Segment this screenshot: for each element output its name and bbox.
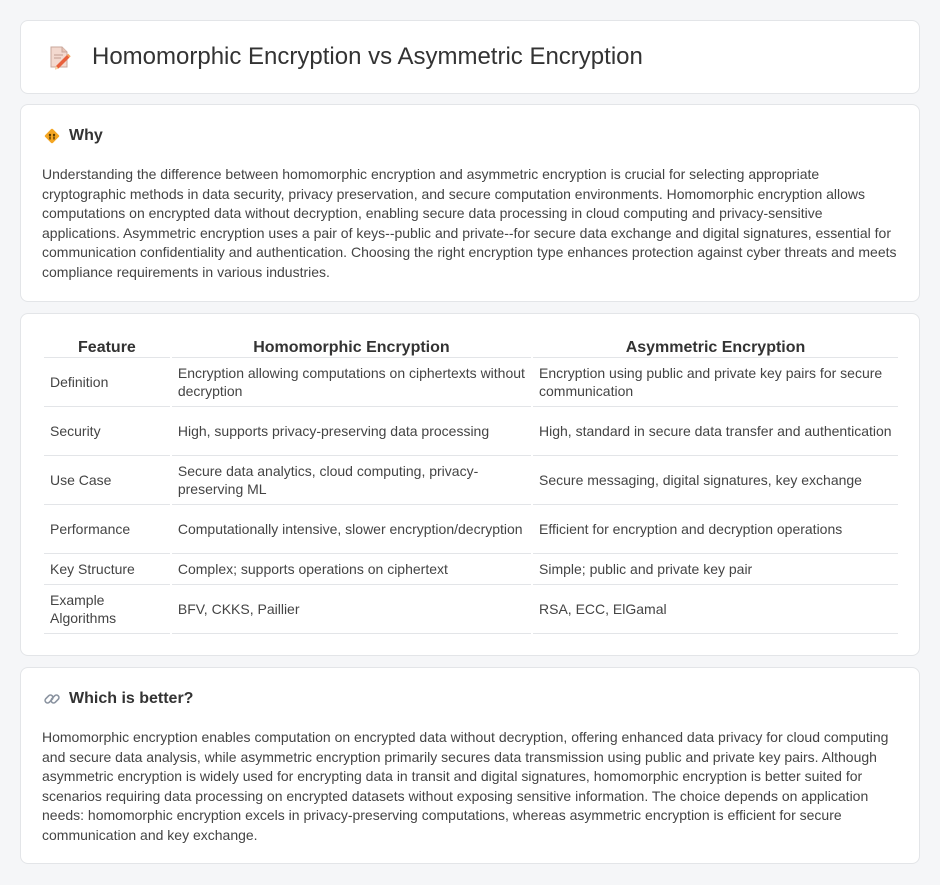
table-header-row — [44, 334, 898, 358]
row-homomorphic: Computationally intensive, slower encryption/decryption — [172, 505, 531, 554]
row-asymmetric: RSA, ECC, ElGamal — [533, 585, 898, 634]
header-asymmetric: Asymmetric Encryption — [533, 334, 898, 358]
row-feature: Performance — [44, 505, 170, 554]
why-title: Why — [69, 127, 103, 144]
row-homomorphic: High, supports privacy-preserving data processing — [172, 407, 531, 456]
document-pencil-icon — [46, 44, 72, 70]
row-asymmetric: High, standard in secure data transfer and authentication — [533, 407, 898, 456]
why-header — [43, 127, 103, 145]
diamond-road-sign-icon — [43, 127, 61, 145]
row-feature: Definition — [44, 358, 170, 407]
better-card — [20, 667, 920, 864]
table-row — [44, 358, 898, 407]
row-homomorphic: BFV, CKKS, Paillier — [172, 585, 531, 634]
row-homomorphic: Encryption allowing computations on ciphertexts without decryption — [172, 358, 531, 407]
page-title: Homomorphic Encryption vs Asymmetric Encryption — [92, 43, 643, 70]
row-homomorphic: Complex; supports operations on ciphertext — [172, 554, 531, 585]
row-feature: Use Case — [44, 456, 170, 505]
row-homomorphic: Secure data analytics, cloud computing, privacy-preserving ML — [172, 456, 531, 505]
why-body: Understanding the difference between homomorphic encryption and asymmetric encryption is crucial for selecting appropriate cryptographic methods in data security, privacy preservation, and secure computation environments. Homomorphic encryption allows computations on encrypted data without decryption, enabling secure data processing in cloud computing and privacy-sensitive applications. Asymmetric encryption uses a pair of keys--public and private--for secure data exchange and digital signatures, essential for communication confidentiality and authentication. Choosing the right encryption type enhances protection against cyber threats and meets compliance requirements in various industries. — [42, 166, 897, 280]
comparison-card — [20, 313, 920, 656]
comparison-table — [42, 334, 900, 634]
why-card — [20, 104, 920, 302]
link-icon — [43, 690, 61, 708]
better-body: Homomorphic encryption enables computation on encrypted data without decryption, offering enhanced data privacy for cloud computing and secure data analysis, while asymmetric encryption primarily secures data transmission using public and private key pairs. Although asymmetric encryption is widely used for encrypting data in transit and digital signatures, homomorphic encryption is better suited for scenarios requiring data processing on encrypted datasets without exposing sensitive information. The choice depends on application needs: homomorphic encryption excels in privacy-preserving computations, whereas asymmetric encryption is efficient for secure communication and key exchange. — [42, 729, 889, 843]
row-asymmetric: Encryption using public and private key pairs for secure communication — [533, 358, 898, 407]
header-feature: Feature — [44, 334, 170, 358]
table-row — [44, 456, 898, 505]
row-feature: Example Algorithms — [44, 585, 170, 634]
table-row — [44, 407, 898, 456]
table-row — [44, 505, 898, 554]
title-card — [20, 20, 920, 94]
better-title: Which is better? — [69, 690, 194, 707]
table-row — [44, 585, 898, 634]
header-homomorphic: Homomorphic Encryption — [172, 334, 531, 358]
row-asymmetric: Efficient for encryption and decryption operations — [533, 505, 898, 554]
row-feature: Security — [44, 407, 170, 456]
title-row — [46, 43, 643, 71]
table-row — [44, 554, 898, 585]
better-header — [43, 690, 193, 708]
row-feature: Key Structure — [44, 554, 170, 585]
row-asymmetric: Secure messaging, digital signatures, key exchange — [533, 456, 898, 505]
row-asymmetric: Simple; public and private key pair — [533, 554, 898, 585]
